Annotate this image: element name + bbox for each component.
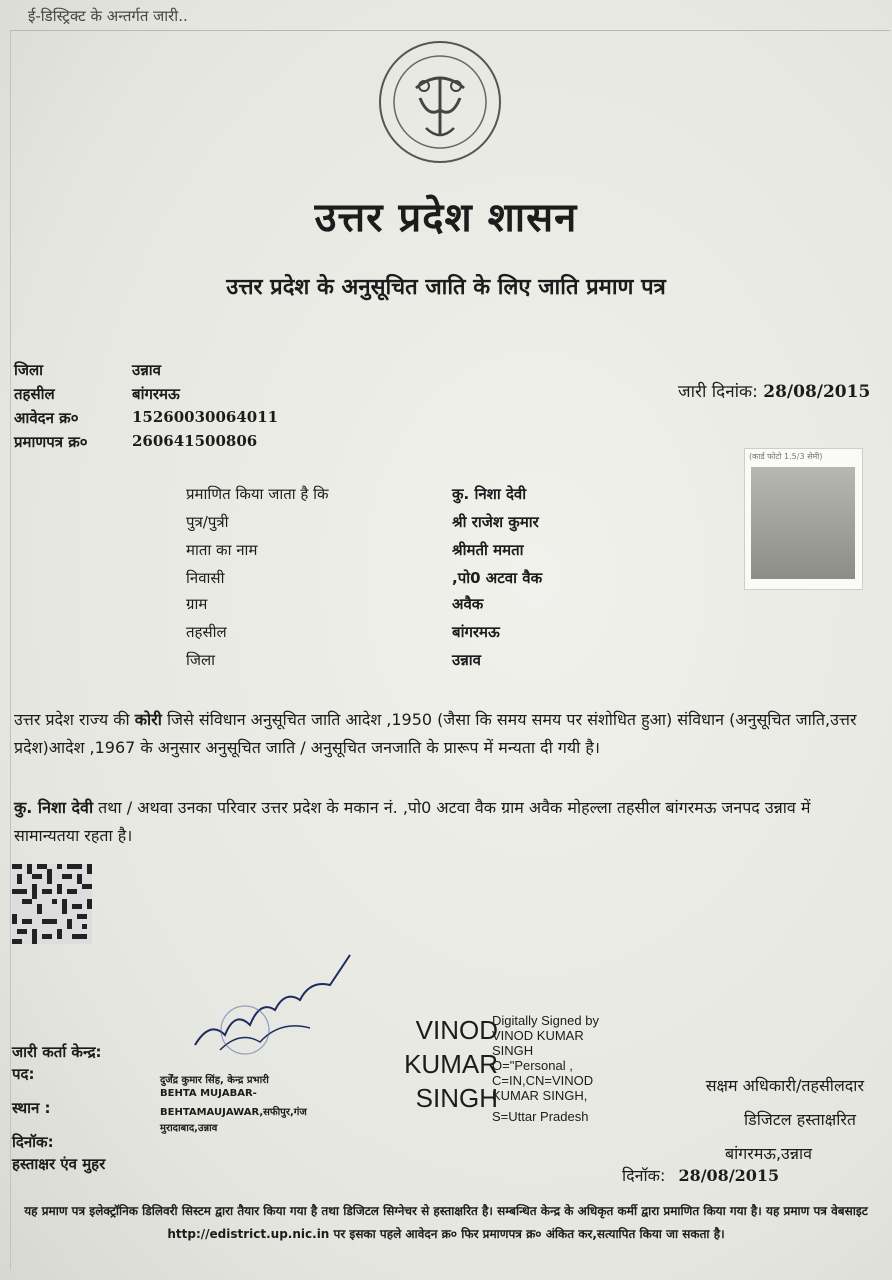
place-label: स्थान : — [12, 1099, 51, 1117]
officer-title: सक्षम अधिकारी/तहसीलदार — [705, 1076, 864, 1095]
tehsil-value: बांगरमऊ — [132, 385, 180, 403]
caste-paragraph — [14, 706, 876, 762]
certificate-no-label: प्रमाणपत्र क्र० — [14, 433, 88, 451]
header-note: ई-डिस्ट्रिक्ट के अन्तर्गत जारी.. — [28, 7, 188, 25]
para-text: उत्तर प्रदेश राज्य की — [14, 710, 135, 729]
digital-signature-line: Digitally Signed by — [492, 1013, 599, 1028]
stamp-line: BEHTA MUJABAR- — [160, 1088, 257, 1099]
photo-caption: (कार्ड फोटो 1.5/3 सेमी) — [749, 452, 823, 461]
stamp-line: मुरादाबाद,उन्नाव — [160, 1123, 218, 1134]
field-value: कु. निशा देवी — [452, 485, 527, 503]
page-title: उत्तर प्रदेश शासन — [314, 195, 578, 241]
application-no-value: 152600300640​11 — [132, 408, 279, 426]
field-label: तहसील — [186, 623, 227, 641]
application-no-label: आवेदन क्र० — [14, 409, 79, 427]
date-label: दिनॉक: — [12, 1133, 54, 1151]
digital-signature-block — [492, 1013, 599, 1124]
field-label: जिला — [186, 651, 216, 669]
issue-date-label: जारी दिनांक: — [678, 382, 758, 402]
sign-seal-label: हस्ताक्षर एंव मुहर — [12, 1155, 106, 1173]
field-label: प्रमाणित किया जाता है कि — [186, 485, 329, 503]
district-label: जिला — [14, 361, 44, 379]
digital-signature-line: VINOD KUMAR — [492, 1028, 584, 1043]
digital-signed-label: डिजिटल हस्ताक्षरित — [744, 1110, 856, 1129]
digital-signature-line: S=Uttar Pradesh — [492, 1109, 589, 1124]
photo-image — [751, 467, 855, 579]
field-label: माता का नाम — [186, 541, 258, 559]
certificate-no-value: 260641500806 — [132, 432, 258, 450]
certificate-subtitle: उत्तर प्रदेश के अनुसूचित जाति के लिए जाति प्रमाण पत्र — [226, 275, 666, 300]
field-label: पुत्र/पुत्री — [186, 513, 229, 531]
handwritten-signature-icon — [190, 950, 355, 1060]
stamp-line: BEHTAMAUJAWAR,सफीपुर,गंज — [160, 1107, 307, 1118]
para-text: तथा / अथवा उनका परिवार उत्तर प्रदेश के मकान नं. ,पो0 अटवा वैक ग्राम अवैक मोहल्ला तहसील बांगरमऊ जनपद उन्नाव में सामान्यतया रहता है। — [14, 798, 811, 845]
caste-name: कोरी — [134, 710, 162, 729]
issuing-center-label: जारी कर्ता केन्द्र: — [12, 1043, 102, 1061]
field-value: उन्नाव — [452, 651, 481, 669]
field-label: निवासी — [186, 569, 225, 587]
stamp-line: दुर्जेंद्र कुमार सिंह, केन्द्र प्रभारी — [160, 1075, 269, 1086]
digital-signature-line: SINGH — [492, 1043, 534, 1058]
issue-date-value: 28/08/2015 — [763, 382, 871, 402]
field-label: ग्राम — [186, 595, 208, 613]
digital-signature-line: O="Personal , — [492, 1058, 573, 1073]
officer-place: बांगरमऊ,उन्नाव — [725, 1144, 812, 1163]
footer-note: यह प्रमाण पत्र इलेक्ट्रॉनिक डिलिवरी सिस्टम द्वारा तैयार किया गया है तथा डिजिटल सिग्नेचर से हस्ताक्षरित है। सम्बन्धित केन्द्र के अधिकृत कर्मी द्वारा प्रमाणित किया गया है। यह प्रमाण पत्र वेबसाइट http://edistrict.up.nic.in पर इसका पहले आवेदन क्र० फिर प्रमाणपत्र क्र० अंकित कर,सत्यापित किया जा सकता है। — [24, 1204, 868, 1241]
tehsil-label: तहसील — [14, 385, 55, 403]
qr-code-icon — [12, 864, 92, 944]
officer-date-value: 28/08/2015 — [678, 1166, 780, 1185]
residence-paragraph — [14, 794, 876, 850]
field-value: अवैक — [452, 595, 484, 613]
officer-date — [622, 1164, 779, 1186]
field-value: ,पो0 अटवा वैक — [452, 569, 543, 587]
digital-signature-line: C=IN,CN=VINOD — [492, 1073, 594, 1088]
para-text: जिसे संविधान अनुसूचित जाति आदेश ,1950 (जैसा कि समय समय पर संशोधित हुआ) संविधान (अनुसूचित जाति,उत्तर प्रदेश)आदेश ,1967 के अनुसार अनुसूचित जाति / अनुसूचित जनजाति के प्रारूप में मन्यता दी गयी है। — [14, 710, 857, 757]
digital-signature-line: KUMAR SINGH, — [492, 1088, 588, 1103]
border-line — [10, 30, 890, 31]
district-value: उन्नाव — [132, 361, 161, 379]
issue-date — [678, 379, 870, 402]
field-value: श्रीमती ममता — [452, 541, 524, 559]
post-label: पद: — [12, 1065, 35, 1083]
holder-name: कु. निशा देवी — [14, 798, 94, 817]
officer-date-label: दिनॉक: — [622, 1166, 666, 1185]
signer-name: VINOD KUMAR SINGH — [404, 1015, 498, 1113]
applicant-photo — [744, 448, 863, 590]
field-value: श्री राजेश कुमार — [452, 513, 539, 531]
field-value: बांगरमऊ — [452, 623, 500, 641]
up-government-emblem-icon — [376, 38, 504, 166]
